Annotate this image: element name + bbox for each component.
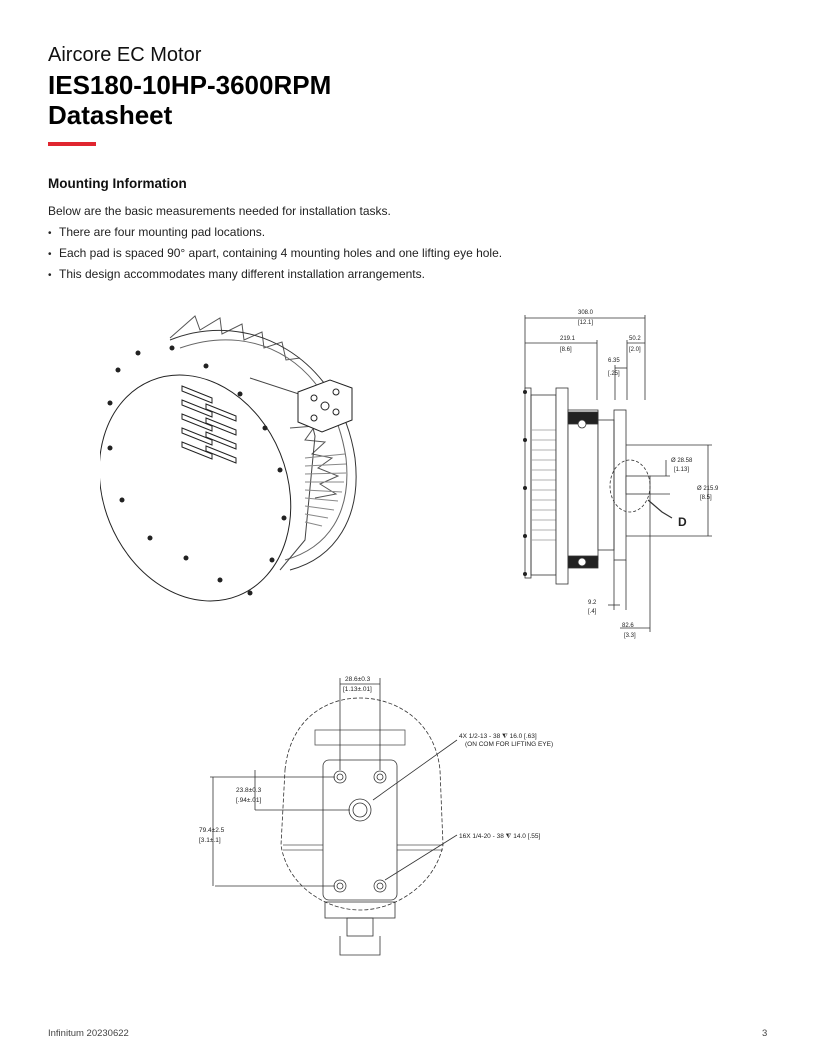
dim-b: 50.2 xyxy=(629,336,641,342)
dim-c: 6.35 xyxy=(608,358,620,364)
dim-d-in: [.4] xyxy=(588,609,597,615)
dim-b-in: [2.0] xyxy=(629,347,641,353)
dim-overall-in: [12.1] xyxy=(578,320,594,326)
title-line-2: Datasheet xyxy=(48,100,173,130)
note-lifting-1: 4X 1/2-13 - 38 ⧨ 16.0 [.63] xyxy=(459,733,537,740)
dim-total: 79.4±2.5 xyxy=(199,827,225,834)
dim-shaft: Ø 28.58 xyxy=(671,458,693,464)
detail-label: D xyxy=(678,515,687,529)
dim-overall: 308.0 xyxy=(578,310,594,316)
motor-isometric-drawing xyxy=(100,308,390,608)
dim-a: 219.1 xyxy=(560,336,576,342)
bullet-item: • There are four mounting pad locations. xyxy=(48,225,502,246)
dim-width-in: [1.13±.01] xyxy=(343,686,372,693)
footer-page-number: 3 xyxy=(762,1028,768,1039)
dim-e: 82.6 xyxy=(622,623,634,629)
motor-side-view-drawing xyxy=(490,300,730,645)
note-lifting-2: (ON COM FOR LIFTING EYE) xyxy=(465,741,554,748)
dim-d: 9.2 xyxy=(588,600,597,606)
title-line-1: IES180-10HP-3600RPM xyxy=(48,70,332,100)
dim-shaft-in: [1.13] xyxy=(674,467,690,473)
dim-upper-in: [.94±.01] xyxy=(236,797,262,804)
dim-pilot: Ø 215.9 xyxy=(697,486,719,492)
product-subtitle: Aircore EC Motor xyxy=(48,44,202,66)
dim-e-in: [3.3] xyxy=(624,633,636,639)
accent-bar xyxy=(48,142,96,146)
section-intro: Below are the basic measurements needed for installation tasks. xyxy=(48,204,391,218)
note-mount: 16X 1/4-20 - 38 ⧨ 14.0 [.55] xyxy=(459,833,541,840)
bullet-list xyxy=(48,225,502,288)
dim-total-in: [3.1±.1] xyxy=(199,837,221,844)
bullet-item: • Each pad is spaced 90° apart, containing 4 mounting holes and one lifting eye hole. xyxy=(48,246,502,267)
footer-doc-id: Infinitum 20230622 xyxy=(48,1028,129,1039)
dim-a-in: [8.6] xyxy=(560,347,572,353)
dim-width: 28.6±0.3 xyxy=(345,676,371,683)
dim-upper: 23.8±0.3 xyxy=(236,787,262,794)
section-heading: Mounting Information xyxy=(48,176,187,191)
dim-c-in: [.25] xyxy=(608,371,620,377)
page-title xyxy=(48,70,331,130)
dim-pilot-in: [8.5] xyxy=(700,495,712,501)
mounting-pad-drawing xyxy=(195,670,595,960)
bullet-item: • This design accommodates many different installation arrangements. xyxy=(48,267,502,288)
